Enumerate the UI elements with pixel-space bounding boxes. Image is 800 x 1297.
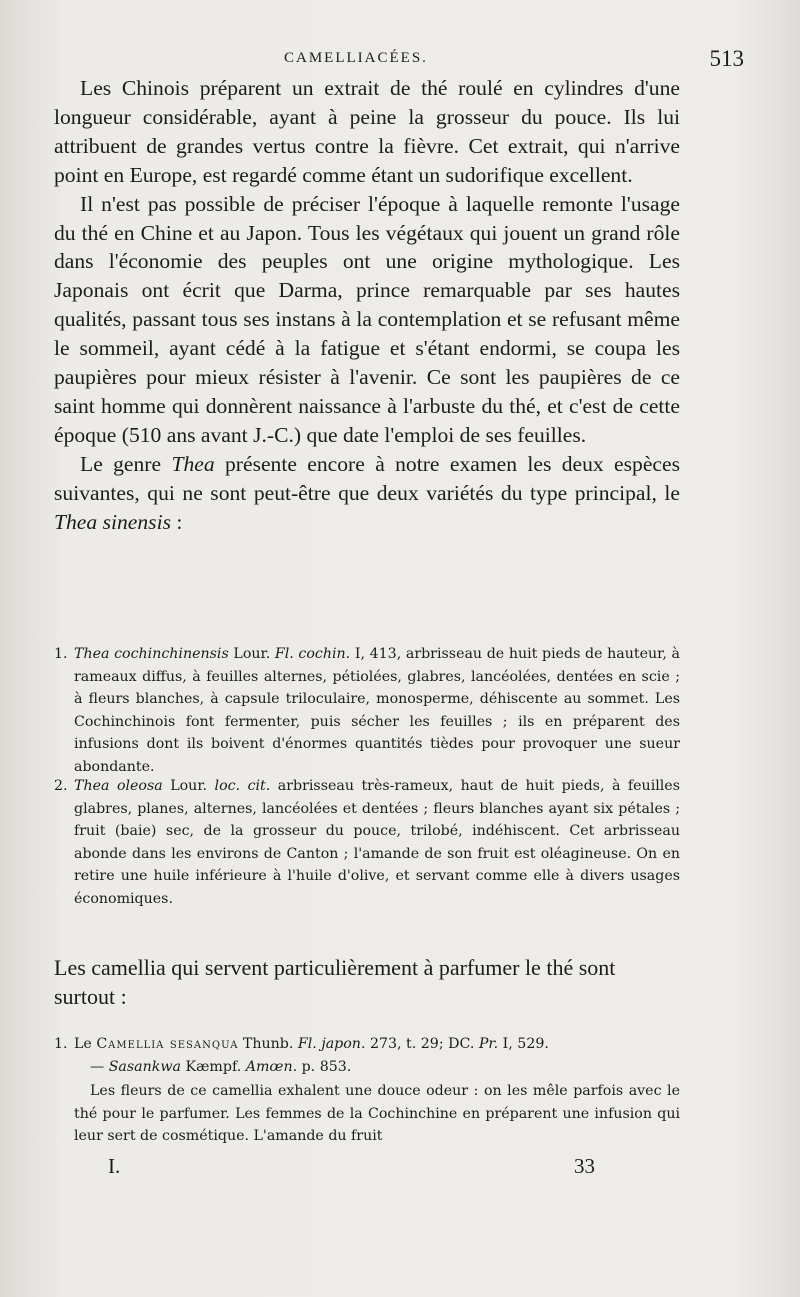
species-number: 1. (54, 646, 68, 662)
camellia-number: 1. (54, 1036, 68, 1052)
species-name: Thea cochinchinensis (74, 646, 229, 662)
species-entry-2 (54, 775, 680, 911)
paragraph-2: Il n'est pas possible de préciser l'époque à laquelle remonte l'usage du thé en Chine et au Japon. Tous les végétaux qui jouent un grand rôle dans l'économie des peuples ont une origine mythologique. Les Japonais ont écrit que Darma, prince remarquable par ses hautes qualités, passant tous ses instans à la contemplation et se refusant même le sommeil, ayant cédé à la fatigue et s'étant endormi, se coupa les paupières pour mieux résister à l'avenir. Ce sont les paupières de ce saint homme qui donnèrent naissance à l'arbuste du thé, et c'est de cette époque (510 ans avant J.-C.) que date l'emploi de ses feuilles. (54, 191, 680, 447)
synonym-ref: Amœn. (245, 1058, 298, 1075)
camellia-ref1: Fl. japon. (297, 1036, 366, 1052)
paragraph-3 (54, 450, 680, 537)
camellia-name: Camellia sesanqua (96, 1036, 239, 1052)
species-description: I, 413, arbrisseau de huit pieds de hauteur, à rameaux diffus, à feuilles alternes, pétiolées, glabres, lancéolées, dentées en scie ; à fleurs blanches, à capsule triloculaire, monosperme, déhiscente au sommet. Les Cochinchinois font fermenter, puis sécher les feuilles ; ils en préparent des infusions dont ils boivent d'énormes quantités tièdes pour provoquer une sueur abondante. (74, 646, 680, 775)
signature-mark: I. (108, 1154, 121, 1178)
signature-number: 33 (574, 1154, 595, 1178)
paragraph-1: Les Chinois préparent un extrait de thé roulé en cylindres d'une longueur considérable, ayant à peine la grosseur du pouce. Ils lui attribuent de grandes vertus contre la fièvre. Cet extrait, qui n'arrive point en Europe, est regardé comme étant un sudorifique excellent. (54, 76, 680, 187)
camellia-ref1-rest: 273, t. 29; DC. (365, 1036, 479, 1052)
species-description: arbrisseau très-rameux, haut de huit pieds, à feuilles glabres, planes, alternes, lancéolées et dentées ; fleurs blanches ayant six pétales ; fruit (baie) sec, de la grosseur du pouce, trilobé, indéhiscent. Cet arbrisseau abonde dans les environs de Canton ; l'amande de son fruit est oléagineuse. On en retire une huile inférieure à l'huile d'olive, et servant comme elle à divers usages économiques. (74, 778, 680, 907)
camellia-synonym: Sasankwa (108, 1058, 181, 1075)
camellia-line-1 (74, 1033, 680, 1056)
para3-middle: présente encore à notre examen les deux espèces suivantes, qui ne sont peut-être que deux variétés du type principal, le (54, 451, 680, 505)
running-title: CAMELLIACÉES. (284, 50, 428, 66)
species-author: Lour. (162, 778, 215, 794)
synonym-rest: p. 853. (297, 1058, 352, 1075)
camellia-entry-1 (54, 1033, 680, 1078)
genus-thea: Thea (171, 451, 215, 476)
le-article: Le (74, 1036, 97, 1052)
para3-end: : (170, 509, 183, 534)
camellia-line-2 (74, 1056, 680, 1079)
species-entry-1 (54, 643, 680, 779)
dash: — (90, 1058, 109, 1075)
main-text (54, 74, 680, 537)
species-author: Lour. (228, 646, 275, 662)
species-name: Thea oleosa (74, 778, 163, 794)
species-number: 2. (54, 778, 68, 794)
para3-start: Le genre (80, 451, 172, 476)
section-subhead: Les camellia qui servent particulièrement à parfumer le thé sont surtout : (54, 955, 616, 1009)
camellia-author: Thunb. (238, 1036, 298, 1052)
camellia-description: Les fleurs de ce camellia exhalent une douce odeur : on les mêle parfois avec le thé pour le parfumer. Les femmes de la Cochinchine en préparent une infusion qui leur sert de cosmétique. L'amande du fruit (74, 1083, 680, 1145)
camellia-ref2: Pr. (478, 1036, 499, 1052)
camellia-ref2-rest: I, 529. (498, 1036, 549, 1052)
species-reference: loc. cit. (214, 778, 271, 794)
species-reference: Fl. cochin. (274, 646, 351, 662)
thea-sinensis: Thea sinensis (54, 509, 171, 534)
page-number: 513 (709, 46, 744, 71)
synonym-author: Kæmpf. (180, 1058, 246, 1075)
page-header (54, 46, 744, 76)
